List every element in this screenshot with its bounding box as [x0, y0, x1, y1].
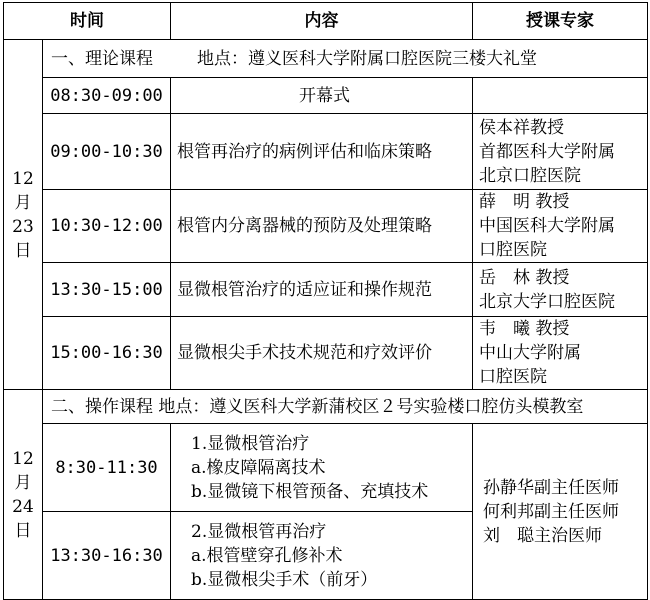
- header-time: 时间: [4, 3, 171, 40]
- header-row: [4, 3, 648, 40]
- section-title: 一、理论课程: [51, 48, 153, 69]
- section-practice: [43, 390, 648, 424]
- content-cell: 根管内分离器械的预防及处理策略: [171, 190, 473, 263]
- header-content: 内容: [171, 3, 473, 40]
- content-cell: 开幕式: [171, 78, 473, 114]
- section-location: 地点：遵义医科大学新蒲校区２号实验楼口腔仿头模教室: [158, 396, 584, 417]
- table-row: [4, 190, 648, 263]
- time-cell: 13:30-15:00: [43, 263, 171, 317]
- time-cell: 08:30-09:00: [43, 78, 171, 114]
- course-schedule-table: [3, 2, 648, 600]
- time-cell: 15:00-16:30: [43, 317, 171, 390]
- section-theory: [43, 40, 648, 78]
- expert-cell: [473, 78, 648, 114]
- expert-cell: 侯本祥教授 首都医科大学附属 北京口腔医院: [473, 114, 648, 190]
- expert-cell: 岳 林 教授 北京大学口腔医院: [473, 263, 648, 317]
- content-cell: 1.显微根管治疗 a.橡皮障隔离技术 b.显微镜下根管预备、充填技术: [171, 424, 473, 512]
- table-row: [4, 263, 648, 317]
- content-cell: 显微根尖手术技术规范和疗效评价: [171, 317, 473, 390]
- section-title: 二、操作课程: [51, 396, 153, 417]
- content-cell: 显微根管治疗的适应证和操作规范: [171, 263, 473, 317]
- section-location: 地点：遵义医科大学附属口腔医院三楼大礼堂: [197, 48, 537, 69]
- table-row: [4, 114, 648, 190]
- content-cell: 根管再治疗的病例评估和临床策略: [171, 114, 473, 190]
- content-cell: 2.显微根管再治疗 a.根管壁穿孔修补术 b.显微根尖手术（前牙）: [171, 512, 473, 600]
- table-row: [4, 317, 648, 390]
- header-expert: 授课专家: [473, 3, 648, 40]
- time-cell: 10:30-12:00: [43, 190, 171, 263]
- time-cell: 09:00-10:30: [43, 114, 171, 190]
- section-row: [4, 40, 648, 78]
- time-cell: 13:30-16:30: [43, 512, 171, 600]
- date-cell-day2: 12 月 24 日: [4, 390, 43, 600]
- expert-cell: 韦 曦 教授 中山大学附属 口腔医院: [473, 317, 648, 390]
- expert-cell: 薛 明 教授 中国医科大学附属 口腔医院: [473, 190, 648, 263]
- date-cell-day1: 12 月 23 日: [4, 40, 43, 390]
- time-cell: 8:30-11:30: [43, 424, 171, 512]
- expert-cell-day2: 孙静华副主任医师 何利邦副主任医师 刘 聪主治医师: [473, 424, 648, 600]
- table-row: [4, 78, 648, 114]
- section-row: [4, 390, 648, 424]
- table-row: [4, 424, 648, 512]
